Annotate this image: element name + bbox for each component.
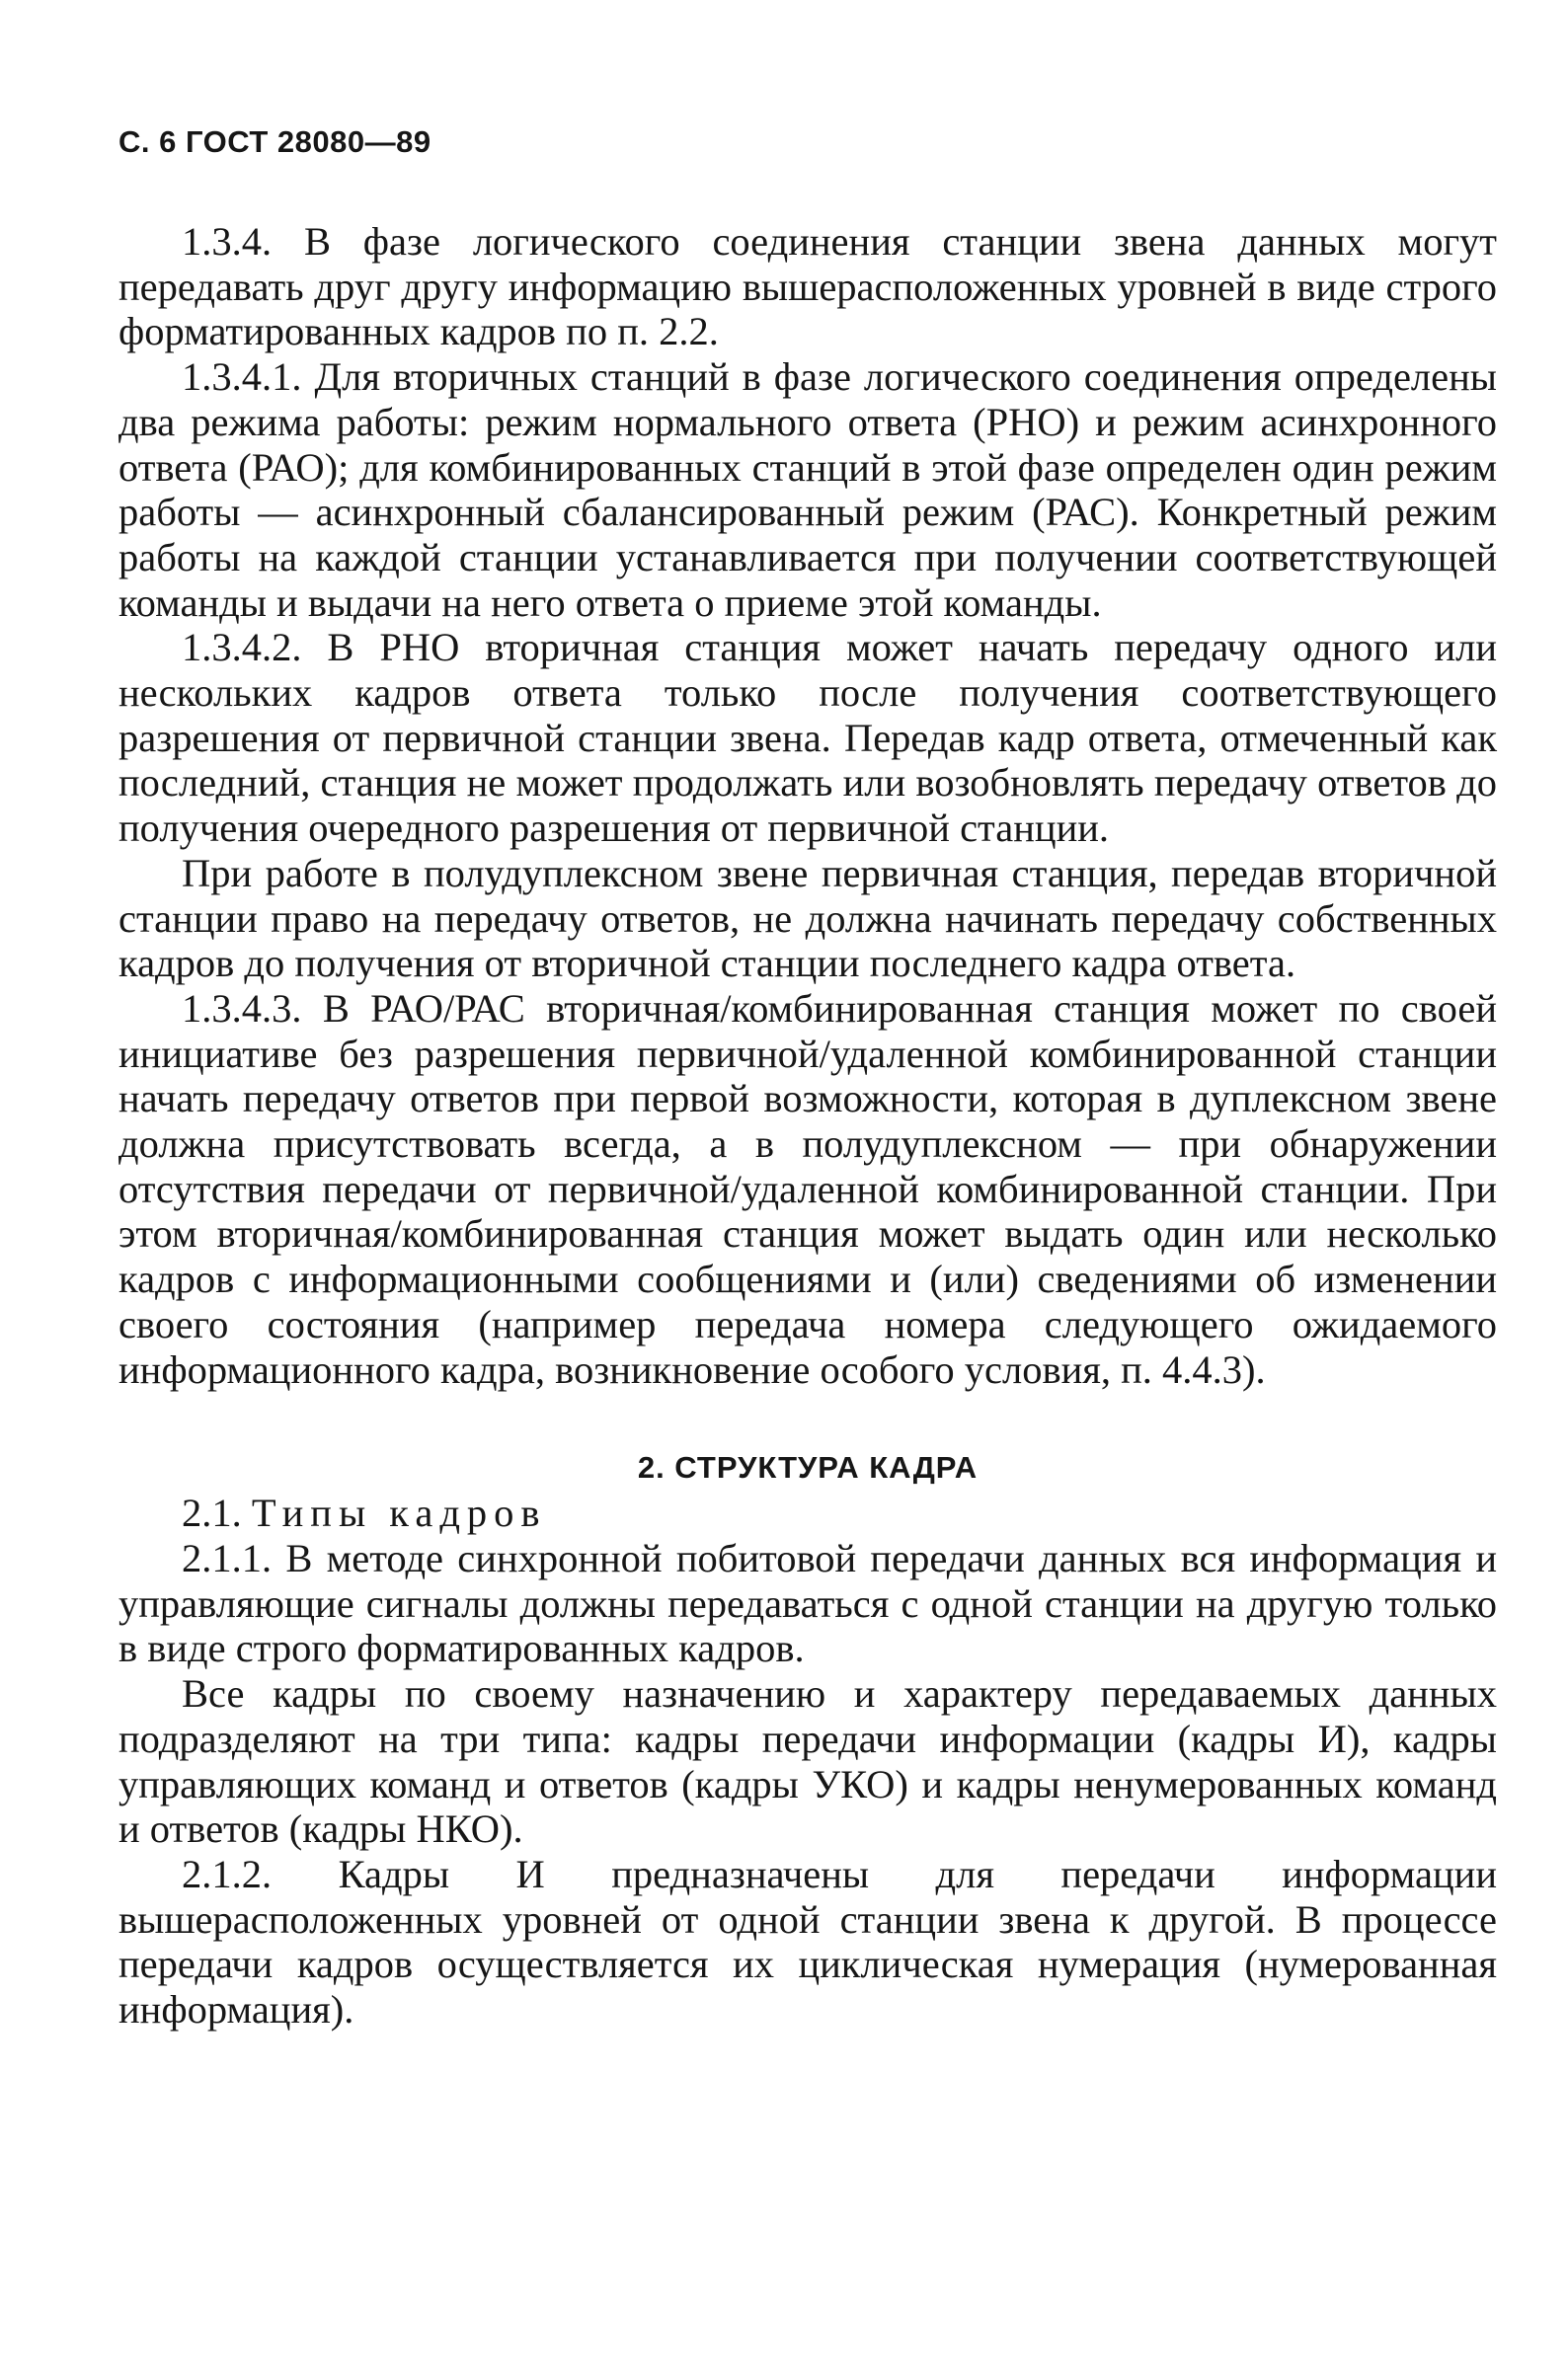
paragraph-2-1-2 [118,1852,1497,2033]
paragraph-frame-types [118,1671,1497,1852]
paragraph-number: 1.3.4.3. [182,985,302,1031]
paragraph-text: Для вторичных станций в фазе логического соединения определены два режима работы: режим нормального ответа (РНО) и режим асинхронного ответа (РАО); для комбинированных станций в этой фазе определен один режим работы — асинхронный сбалансированный режим (РАС). Конкретный режим работы на каждой станции устанавливается при получении соответствующей команды и выдачи на него ответа о приеме этой команды. [118,354,1498,625]
paragraph-text: Кадры И предназначены для передачи информации вышерасположенных уровней от одной станции звена к другой. В процессе передачи кадров осуществляется их циклическая нумерация (нумерованная информация). [118,1851,1497,2033]
paragraph-text: В РАО/РАС вторичная/комбинированная станция может по своей инициативе без разрешения первичной/удаленной комбинированной станции начать передачу ответов при первой возможности, которая в дуплексном звене должна присутствовать всегда, а в полудуплексном — при обнаружении отсутствия передачи от первичной/удаленной комбинированной станции. При этом вторичная/комбинированная станция может выдать один или несколько кадров с информационными сообщениями и (или) сведениями об изменении своего состояния (например передача номера следующего ожидаемого информационного кадра, возникновение особого условия, п. 4.4.3). [118,985,1497,1392]
paragraph-1-3-4-3 [118,986,1497,1392]
section-title: 2. СТРУКТУРА КАДРА [637,1450,979,1486]
page-header: С. 6 ГОСТ 28080—89 [118,124,431,159]
paragraph-1-3-4 [118,219,1497,354]
paragraph-number: 1.3.4.1. [182,354,302,400]
subsection-title [118,1491,1497,1536]
paragraph-number: 2.1.2. [182,1851,273,1896]
paragraph-text: В РНО вторичная станция может начать передачу одного или нескольких кадров ответа только после получения соответствующего разрешения от первичной станции звена. Передав кадр ответа, отмеченный как последний, станция не может продолжать или возобновлять передачу ответов до получения очередного разрешения от первичной станции. [118,625,1498,851]
paragraph-number: 1.3.4. [182,219,273,264]
paragraph-half-duplex [118,851,1497,986]
subsection-number: 2.1. [182,1491,242,1536]
paragraph-number: 1.3.4.2. [182,625,302,670]
paragraph-text: Все кадры по своему назначению и характеру передаваемых данных подразделяют на три типа: кадры передачи информации (кадры И), кадры управляющих команд и ответов (кадры УКО) и кадры ненумерованных команд и ответов (кадры НКО). [118,1671,1497,1852]
paragraph-2-1-1 [118,1536,1497,1671]
paragraph-text: В фазе логического соединения станции звена данных могут передавать друг другу информацию вышерасположенных уровней в виде строго форматированных кадров по п. 2.2. [118,219,1497,354]
paragraph-text: При работе в полудуплексном звене первичная станция, передав вторичной станции право на передачу ответов, не должна начинать передачу собственных кадров до получения от вторичной станции последнего кадра ответа. [118,850,1497,986]
paragraph-1-3-4-2 [118,625,1497,851]
paragraph-text: В методе синхронной побитовой передачи данных вся информация и управляющие сигналы должны передаваться с одной станции на другую только в виде строго форматированных кадров. [118,1535,1497,1671]
paragraph-number: 2.1.1. [182,1535,273,1580]
subsection-name: Типы кадров [251,1491,547,1536]
paragraph-1-3-4-1 [118,354,1497,625]
document-body [118,219,1497,2033]
